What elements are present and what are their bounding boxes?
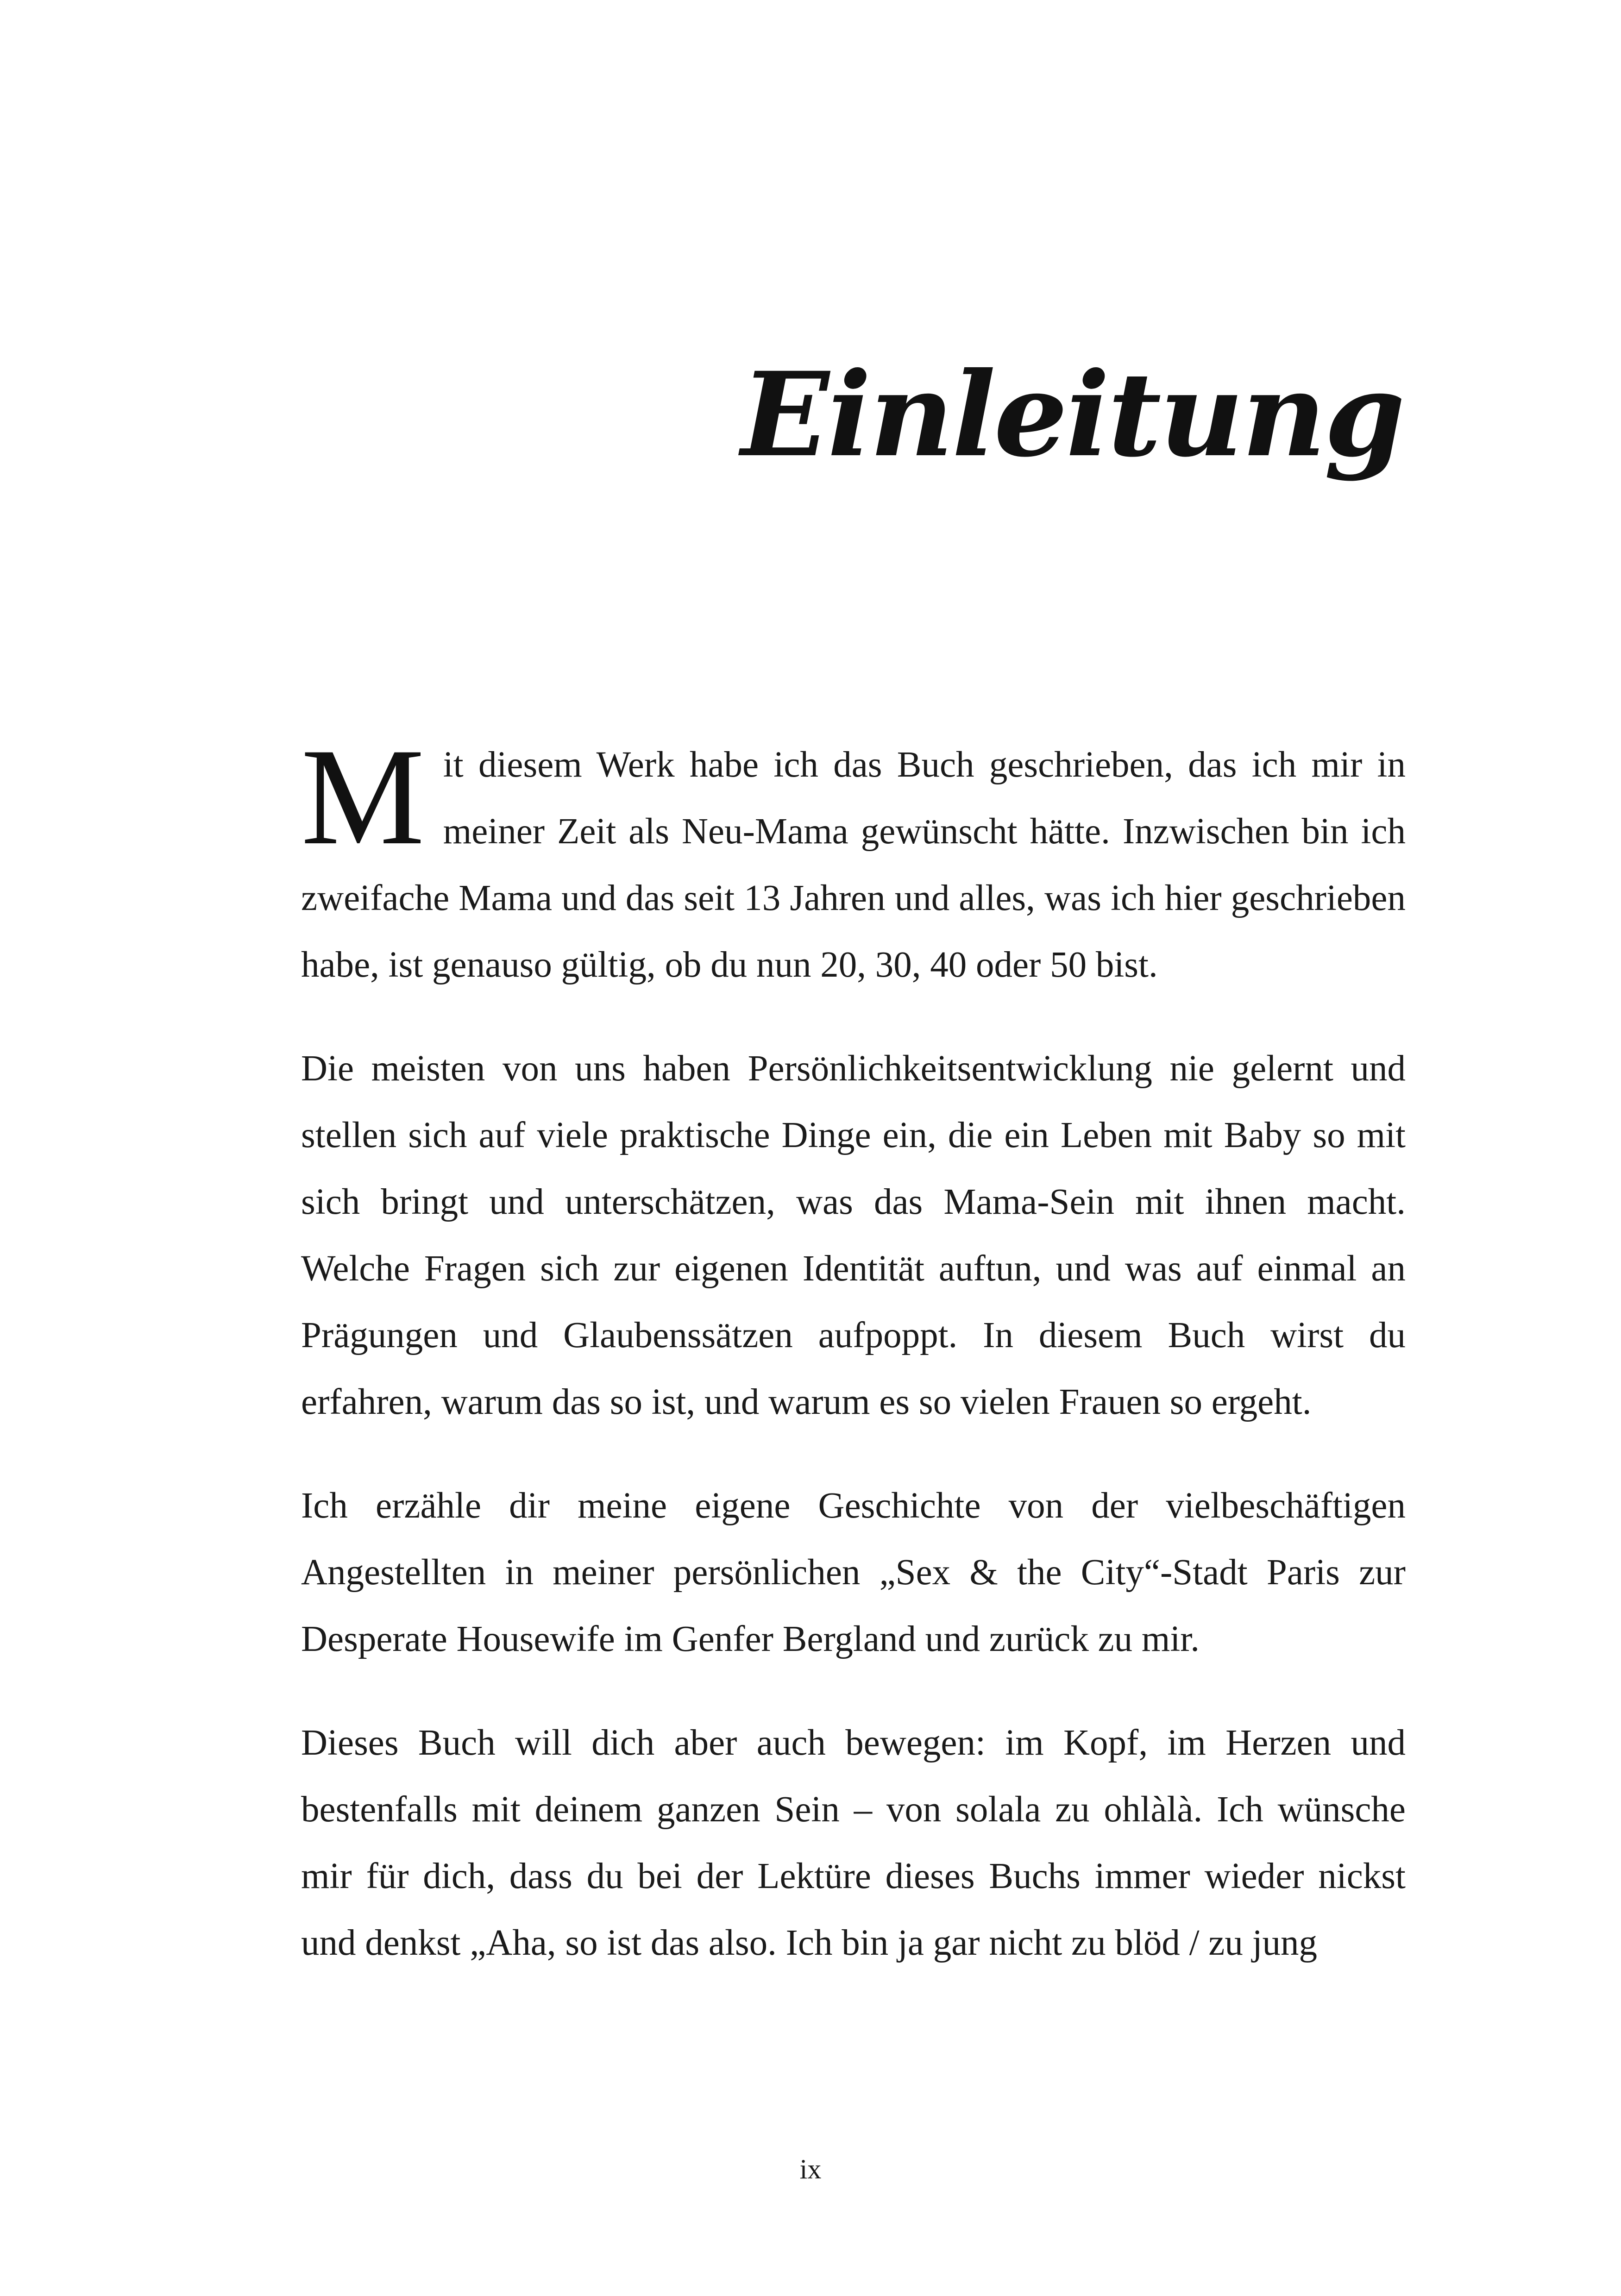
page-number: ix (799, 2154, 822, 2184)
chapter-title: Einleitung (741, 346, 1403, 483)
body-text (301, 720, 1406, 2014)
paragraph-3: Ich erzähle dir meine eigene Geschichte von der vielbeschäftigen Angestellten in meiner persönlichen „Sex & the City“-Stadt Paris zur Desperate Housewife im Genfer Bergland und zurück zu mir. (301, 1486, 1406, 1659)
paragraph-2: Die meisten von uns haben Persönlichkeitsentwicklung nie gelernt und stellen sich auf viele praktische Dinge ein, die ein Leben mit Baby so mit sich bringt und unterschätzen, was das Mama-Sein mit ihnen macht. Welche Fragen sich zur eigenen Identität auftun, und was auf einmal an Prägungen und Glaubenssätzen aufpoppt. In diesem Buch wirst du erfahren, warum das so ist, und warum es so vielen Frauen so ergeht. (301, 1048, 1406, 1422)
drop-cap: M (301, 720, 425, 873)
paragraph-4: Dieses Buch will dich aber auch bewegen: im Kopf, im Herzen und bestenfalls mit deinem ganzen Sein – von solala zu ohlàlà. Ich wünsche mir für dich, dass du bei der Lektüre dieses Buchs immer wieder nickst und denkst „Aha, so ist das also. Ich bin ja gar nicht zu blöd / zu jung (301, 1723, 1406, 1963)
paragraph-1-text: it diesem Werk habe ich das Buch geschrieben, das ich mir in meiner Zeit als Neu-Mama gewünscht hätte. Inzwischen bin ich zweifache Mama und das seit 13 Jahren und alles, was ich hier geschrieben habe, ist genauso gültig, ob du nun 20, 30, 40 oder 50 bist. (301, 745, 1406, 985)
paragraph-1 (301, 720, 1406, 998)
